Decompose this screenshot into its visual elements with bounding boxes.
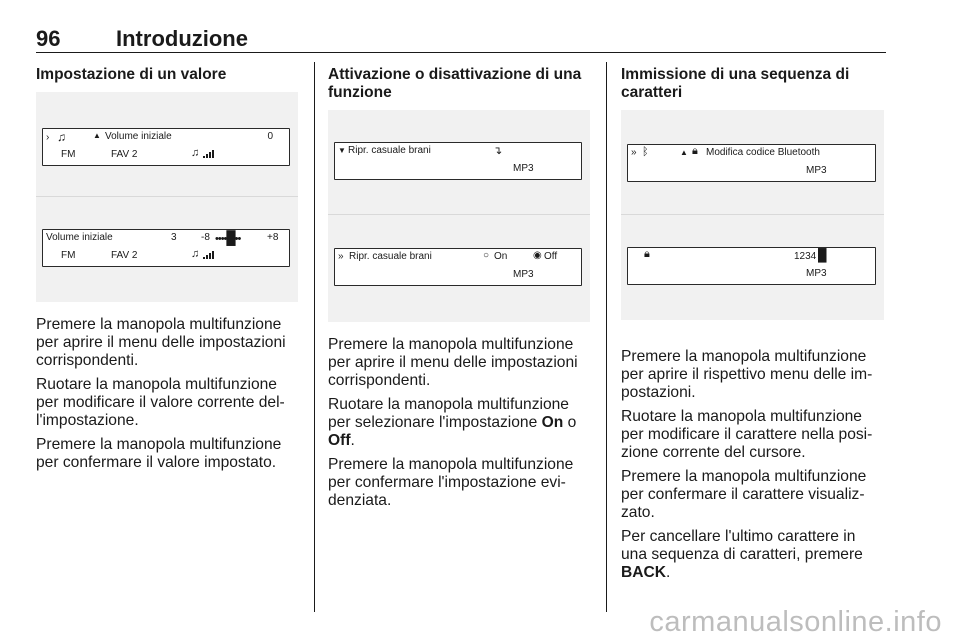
slider-track: ••••█••: [215, 230, 241, 245]
lock-icon: 🔒︎: [692, 145, 698, 157]
display-station: FAV 2: [111, 250, 138, 261]
instruction-paragraph: Ruotare la manopola multifunzione per modificare il carattere nella posi-zione corrente del cursore.: [621, 408, 873, 461]
instruction-paragraph: Premere la manopola multifunzione per aprire il menu delle impostazioni corrispondenti.: [328, 336, 578, 389]
display-source: MP3: [806, 165, 827, 176]
instruction-paragraph: Premere la manopola multifunzione per confermare l'impostazione evi-denziata.: [328, 456, 574, 509]
music-note-icon: ♫: [191, 147, 200, 159]
signal-bars-icon: [203, 150, 217, 158]
column-divider-1: [314, 62, 315, 612]
display-menu-label: Ripr. casuale brani: [348, 145, 431, 156]
back-keyword: BACK: [621, 564, 667, 581]
music-note-icon: ♫: [57, 130, 66, 144]
caret-up-icon: ▲: [680, 148, 688, 157]
section-heading: Impostazione di un valore: [36, 66, 227, 83]
header-rule: [36, 52, 886, 53]
radio-display-2: [42, 229, 290, 267]
page-number: 96: [36, 26, 61, 51]
display-code-value: 1234: [794, 251, 817, 262]
on-keyword: On: [541, 414, 564, 431]
column-toggle-function: [328, 66, 590, 516]
display-source: MP3: [806, 268, 827, 279]
instruction-paragraph: Premere la manopola multifunzione per confermare il carattere visualiz-zato.: [621, 468, 867, 521]
caret-up-icon: ▲: [93, 131, 101, 140]
slider-min-label: -8: [201, 232, 210, 243]
section-heading: Immissione di una sequenza di caratteri: [621, 66, 850, 101]
bluetooth-icon: ᛒ: [642, 146, 649, 158]
column-enter-characters: [621, 66, 884, 588]
caret-down-icon: ▼: [338, 146, 346, 155]
figure-separator: [36, 196, 298, 197]
display-figure: [328, 110, 590, 322]
off-keyword: Off: [328, 432, 351, 449]
shuffle-arrow-icon: ↴: [493, 145, 503, 157]
display-band: FM: [61, 250, 76, 261]
instruction-paragraph: Premere la manopola multifunzione per aprire il menu delle impostazioni corrispondenti.: [36, 316, 286, 369]
display-source: MP3: [513, 163, 534, 174]
signal-bars-icon: [203, 251, 217, 259]
display-figure: [621, 110, 884, 320]
watermark: carmanualsonline.info: [649, 606, 942, 638]
radio-display-2: [627, 247, 876, 285]
display-menu-label: Ripr. casuale brani: [349, 251, 432, 262]
double-chevron-icon: »: [338, 251, 344, 262]
figure-separator: [328, 214, 590, 215]
double-chevron-icon: »: [631, 147, 637, 158]
instruction-paragraph: Ruotare la manopola multifunzione per modificare il valore corrente del-l'impostazione.: [36, 376, 285, 429]
display-menu-label: Volume iniziale: [105, 131, 172, 142]
display-source: MP3: [513, 269, 534, 280]
display-band: FM: [61, 149, 76, 160]
radio-display-1: [42, 128, 290, 166]
chevron-right-icon: ›: [46, 132, 50, 143]
display-value: 3: [171, 232, 177, 243]
display-figure: [36, 92, 298, 302]
display-station: FAV 2: [111, 149, 138, 160]
column-divider-2: [606, 62, 607, 612]
option-off: Off: [544, 251, 558, 262]
figure-separator: [621, 214, 884, 215]
display-menu-label: Modifica codice Bluetooth: [706, 147, 820, 158]
cursor-block-icon: █: [818, 248, 827, 262]
radio-filled-icon: ◉: [533, 250, 542, 261]
radio-display-1: [334, 142, 582, 180]
column-set-value: [36, 66, 298, 478]
display-value: 0: [267, 131, 273, 142]
lock-icon: 🔒︎: [644, 248, 650, 260]
option-on: On: [494, 251, 508, 262]
instruction-paragraph: Premere la manopola multifunzione per aprire il rispettivo menu delle im-postazioni.: [621, 348, 873, 401]
section-heading: Attivazione o disattivazione di una funzione: [328, 66, 582, 101]
page-title: Introduzione: [116, 26, 248, 51]
radio-display-1: [627, 144, 876, 182]
slider-max-label: +8: [267, 232, 279, 243]
music-note-icon: ♫: [191, 248, 200, 260]
instruction-paragraph: Per cancellare l'ultimo carattere in una sequenza di caratteri, premere BACK.: [621, 528, 863, 581]
radio-display-2: [334, 248, 582, 286]
instruction-paragraph: Ruotare la manopola multifunzione per selezionare l'impostazione On o Off.: [328, 396, 577, 449]
instruction-paragraph: Premere la manopola multifunzione per confermare il valore impostato.: [36, 436, 282, 471]
radio-empty-icon: ○: [483, 250, 490, 261]
display-menu-label: Volume iniziale: [46, 232, 113, 243]
